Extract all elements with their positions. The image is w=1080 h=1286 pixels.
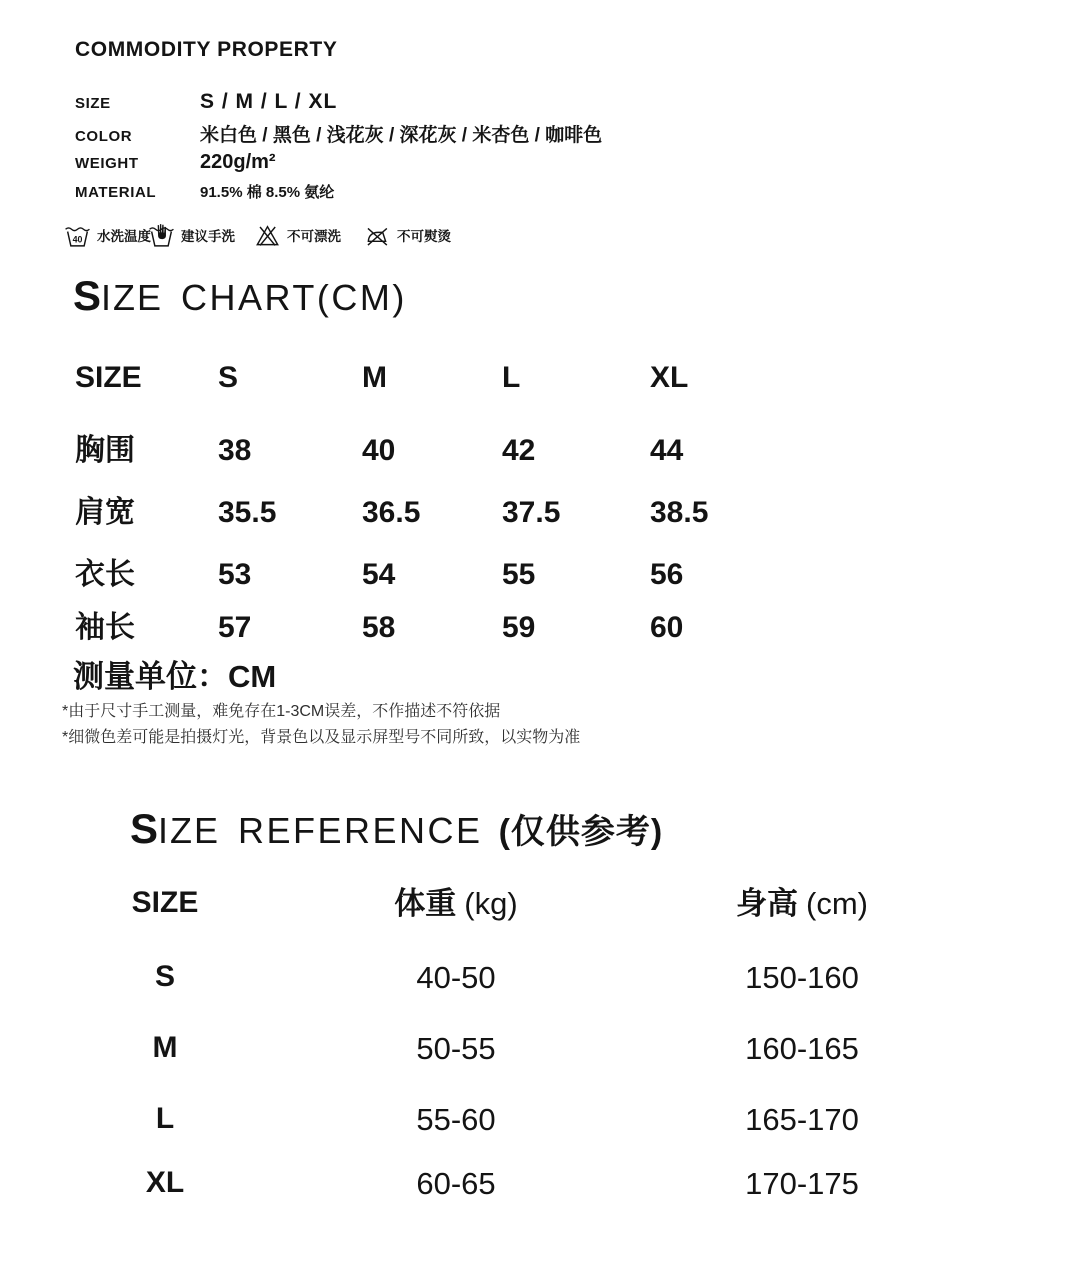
size-property-label: SIZE bbox=[75, 95, 111, 112]
size-chart-heading-word: CHART(CM) bbox=[181, 277, 407, 318]
care-label-no-iron: 不可熨烫 bbox=[397, 229, 451, 244]
size-chart-row-shoulder bbox=[75, 498, 845, 528]
ref-size-l: L bbox=[155, 1102, 175, 1135]
size-chart-heading-rest: IZE bbox=[101, 277, 164, 318]
size-chart-col-size: SIZE bbox=[75, 361, 142, 394]
height-col-unit: (cm) bbox=[806, 886, 868, 921]
property-row-material bbox=[75, 181, 334, 202]
shoulder-xl: 38.5 bbox=[650, 496, 709, 529]
size-chart-col-l: L bbox=[502, 361, 521, 394]
care-label-no-bleach: 不可漂洗 bbox=[287, 229, 341, 244]
ref-size-s: S bbox=[154, 960, 175, 993]
sleeve-l: 59 bbox=[502, 611, 536, 644]
no-iron-icon bbox=[364, 222, 391, 249]
wash-temp-badge: 40 bbox=[72, 233, 83, 244]
size-reference-heading-lead: S bbox=[130, 805, 159, 852]
sleeve-m: 58 bbox=[362, 611, 396, 644]
length-xl: 56 bbox=[650, 558, 684, 591]
size-reference-row-m bbox=[90, 1033, 932, 1064]
size-reference-heading-word: REFERENCE bbox=[238, 810, 483, 851]
commodity-property-title: COMMODITY PROPERTY bbox=[75, 38, 338, 61]
hand-wash-icon bbox=[148, 222, 175, 249]
shoulder-m: 36.5 bbox=[362, 496, 421, 529]
material-property-value: 91.5% 棉 8.5% 氨纶 bbox=[200, 184, 335, 201]
property-row-color bbox=[75, 120, 602, 147]
size-reference-row-l bbox=[90, 1104, 932, 1135]
care-item-no-bleach bbox=[254, 220, 341, 250]
size-ref-col-weight bbox=[240, 888, 672, 919]
property-row-size bbox=[75, 90, 337, 114]
ref-height-s: 150-160 bbox=[745, 960, 859, 995]
size-reference-heading-rest: IZE bbox=[158, 810, 221, 851]
ref-height-m: 160-165 bbox=[745, 1031, 859, 1066]
row-label-shoulder: 肩宽 bbox=[75, 496, 135, 529]
ref-size-m: M bbox=[152, 1031, 178, 1064]
length-l: 55 bbox=[502, 558, 536, 591]
chest-xl: 44 bbox=[650, 434, 684, 467]
size-reference-heading bbox=[130, 804, 663, 853]
care-label-wash-temp: 水洗温度 bbox=[97, 229, 151, 244]
ref-weight-m: 50-55 bbox=[416, 1031, 496, 1066]
size-property-value: S / M / L / XL bbox=[200, 90, 338, 113]
wash-temp-40-icon bbox=[64, 222, 91, 249]
weight-col-zh: 体重 bbox=[394, 886, 457, 921]
size-chart-row-chest bbox=[75, 436, 845, 466]
care-label-hand-wash: 建议手洗 bbox=[181, 229, 235, 244]
sleeve-xl: 60 bbox=[650, 611, 684, 644]
measure-unit-note: 测量单位：CM bbox=[73, 659, 277, 694]
care-item-hand-wash bbox=[148, 220, 235, 250]
size-reference-header-row bbox=[90, 888, 932, 919]
size-chart-col-m: M bbox=[362, 361, 387, 394]
ref-height-l: 165-170 bbox=[745, 1102, 859, 1137]
care-item-no-iron bbox=[364, 220, 451, 250]
size-chart-heading-lead: S bbox=[73, 272, 102, 319]
size-reference-row-xl bbox=[90, 1168, 932, 1199]
row-label-chest: 胸围 bbox=[75, 434, 135, 467]
size-chart-row-sleeve bbox=[75, 613, 845, 643]
sleeve-s: 57 bbox=[218, 611, 252, 644]
size-chart-col-s: S bbox=[218, 361, 239, 394]
chest-s: 38 bbox=[218, 434, 252, 467]
ref-weight-s: 40-50 bbox=[416, 960, 496, 995]
material-property-label: MATERIAL bbox=[75, 184, 157, 201]
weight-property-value: 220g/m² bbox=[200, 151, 276, 173]
ref-size-xl: XL bbox=[145, 1166, 185, 1199]
chest-l: 42 bbox=[502, 434, 536, 467]
row-label-length: 衣长 bbox=[75, 558, 135, 591]
length-s: 53 bbox=[218, 558, 252, 591]
weight-col-unit: (kg) bbox=[464, 886, 518, 921]
size-chart-row-length bbox=[75, 560, 845, 590]
size-ref-col-height bbox=[672, 888, 932, 919]
color-property-value: 米白色 / 黑色 / 浅花灰 / 深花灰 / 米杏色 / 咖啡色 bbox=[200, 125, 603, 146]
height-col-zh: 身高 bbox=[736, 886, 798, 921]
no-bleach-icon bbox=[254, 222, 281, 249]
weight-property-label: WEIGHT bbox=[75, 155, 139, 172]
ref-weight-xl: 60-65 bbox=[416, 1166, 496, 1201]
row-label-sleeve: 袖长 bbox=[75, 611, 135, 644]
footnote-color-difference: *细微色差可能是拍摄灯光，背景色以及显示屏型号不同所致，以实物为准 bbox=[62, 729, 581, 746]
shoulder-s: 35.5 bbox=[218, 496, 277, 529]
property-row-weight bbox=[75, 151, 276, 174]
chest-m: 40 bbox=[362, 434, 396, 467]
size-reference-heading-note: (仅供参考) bbox=[498, 813, 664, 851]
color-property-label: COLOR bbox=[75, 128, 133, 145]
size-ref-col-size: SIZE bbox=[131, 886, 199, 919]
footnote-measure-tolerance: *由于尺寸手工测量，难免存在1-3CM误差，不作描述不符依据 bbox=[62, 703, 501, 720]
size-chart-col-xl: XL bbox=[650, 361, 689, 394]
length-m: 54 bbox=[362, 558, 396, 591]
size-reference-row-s bbox=[90, 962, 932, 993]
ref-height-xl: 170-175 bbox=[745, 1166, 859, 1201]
size-chart-header-row bbox=[75, 363, 845, 393]
shoulder-l: 37.5 bbox=[502, 496, 561, 529]
ref-weight-l: 55-60 bbox=[416, 1102, 496, 1137]
care-item-wash-temp bbox=[64, 220, 151, 250]
size-chart-heading bbox=[73, 272, 407, 320]
